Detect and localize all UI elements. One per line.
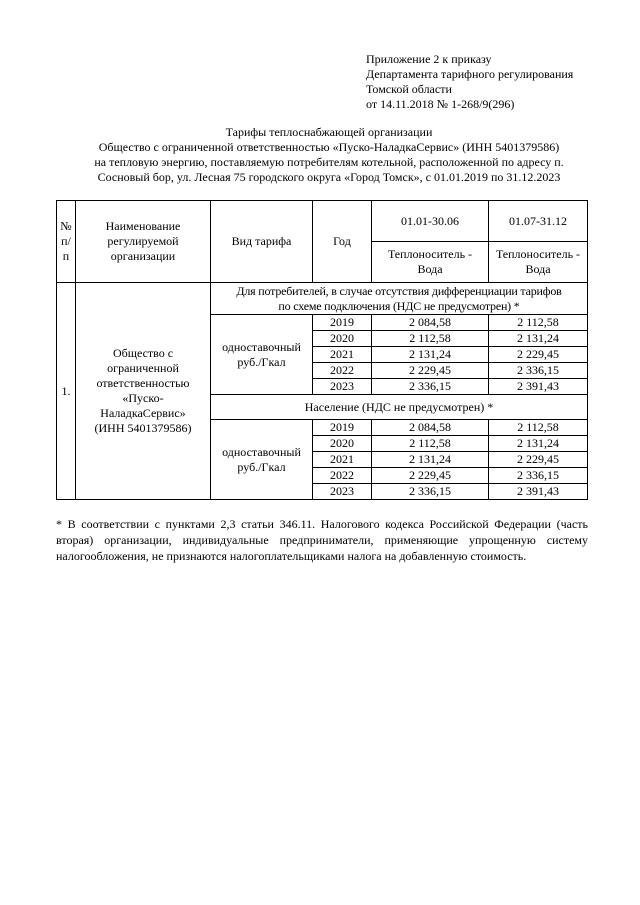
title-line: на тепловую энергию, поставляемую потребителям котельной, расположенной по адресу п. bbox=[94, 155, 564, 169]
value-cell: 2 112,58 bbox=[372, 436, 489, 452]
value-cell: 2 131,24 bbox=[489, 331, 588, 347]
header-num: № п/ п bbox=[57, 201, 76, 283]
header-carrier-2: Теплоноситель - Вода bbox=[489, 242, 588, 283]
appendix-line: от 14.11.2018 № 1-268/9(296) bbox=[366, 97, 515, 111]
appendix-line: Департамента тарифного регулирования bbox=[366, 67, 574, 81]
header-year: Год bbox=[313, 201, 372, 283]
appendix-line: Томской области bbox=[366, 82, 452, 96]
value-cell: 2 112,58 bbox=[489, 420, 588, 436]
value-cell: 2 112,58 bbox=[372, 331, 489, 347]
year-cell: 2020 bbox=[313, 331, 372, 347]
title-line: Сосновый бор, ул. Лесная 75 городского округа «Город Томск», с 01.01.2019 по 31.12.2023 bbox=[97, 170, 561, 184]
section-title-row bbox=[57, 283, 588, 315]
appendix-header bbox=[366, 52, 573, 112]
year-cell: 2021 bbox=[313, 347, 372, 363]
header-period-2: 01.07-31.12 bbox=[489, 201, 588, 242]
tariff-type-cell: одноставочный руб./Гкал bbox=[211, 315, 313, 395]
tariff-table bbox=[56, 200, 588, 500]
header-carrier-1: Теплоноситель - Вода bbox=[372, 242, 489, 283]
value-cell: 2 229,45 bbox=[372, 363, 489, 379]
document-title bbox=[40, 125, 618, 185]
value-cell: 2 084,58 bbox=[372, 315, 489, 331]
value-cell: 2 336,15 bbox=[489, 363, 588, 379]
year-cell: 2023 bbox=[313, 379, 372, 395]
value-cell: 2 229,45 bbox=[489, 347, 588, 363]
title-line: Тарифы теплоснабжающей организации bbox=[225, 125, 433, 139]
header-tariff-type: Вид тарифа bbox=[211, 201, 313, 283]
section-title: Для потребителей, в случае отсутствия дифференциации тарифов по схеме подключения (НДС не предусмотрен) * bbox=[211, 283, 588, 315]
year-cell: 2022 bbox=[313, 468, 372, 484]
value-cell: 2 391,43 bbox=[489, 484, 588, 500]
value-cell: 2 084,58 bbox=[372, 420, 489, 436]
tariff-type-cell: одноставочный руб./Гкал bbox=[211, 420, 313, 500]
value-cell: 2 391,43 bbox=[489, 379, 588, 395]
value-cell: 2 336,15 bbox=[489, 468, 588, 484]
footnote: * В соответствии с пунктами 2,3 статьи 346.11. Налогового кодекса Российской Федерации (часть вторая) организации, индивидуальные предприниматели, применяющие упрощенную систему налогообложения, не признаются налогоплательщиками налога на добавленную стоимость. bbox=[56, 517, 588, 563]
title-line: Общество с ограниченной ответственностью «Пуско-НаладкаСервис» (ИНН 5401379586) bbox=[98, 140, 560, 154]
year-cell: 2021 bbox=[313, 452, 372, 468]
header-org-name: Наименование регулируемой организации bbox=[76, 201, 211, 283]
value-cell: 2 131,24 bbox=[372, 452, 489, 468]
year-cell: 2019 bbox=[313, 315, 372, 331]
year-cell: 2020 bbox=[313, 436, 372, 452]
value-cell: 2 131,24 bbox=[489, 436, 588, 452]
value-cell: 2 112,58 bbox=[489, 315, 588, 331]
header-period-1: 01.01-30.06 bbox=[372, 201, 489, 242]
table-header-row bbox=[57, 201, 588, 242]
row-number: 1. bbox=[57, 283, 76, 500]
section-title: Население (НДС не предусмотрен) * bbox=[211, 395, 588, 420]
year-cell: 2023 bbox=[313, 484, 372, 500]
year-cell: 2019 bbox=[313, 420, 372, 436]
value-cell: 2 229,45 bbox=[372, 468, 489, 484]
organization-name: Общество с ограниченной ответственностью «Пуско- НаладкаСервис» (ИНН 5401379586) bbox=[76, 283, 211, 500]
appendix-line: Приложение 2 к приказу bbox=[366, 52, 492, 66]
value-cell: 2 229,45 bbox=[489, 452, 588, 468]
value-cell: 2 336,15 bbox=[372, 484, 489, 500]
value-cell: 2 131,24 bbox=[372, 347, 489, 363]
year-cell: 2022 bbox=[313, 363, 372, 379]
value-cell: 2 336,15 bbox=[372, 379, 489, 395]
